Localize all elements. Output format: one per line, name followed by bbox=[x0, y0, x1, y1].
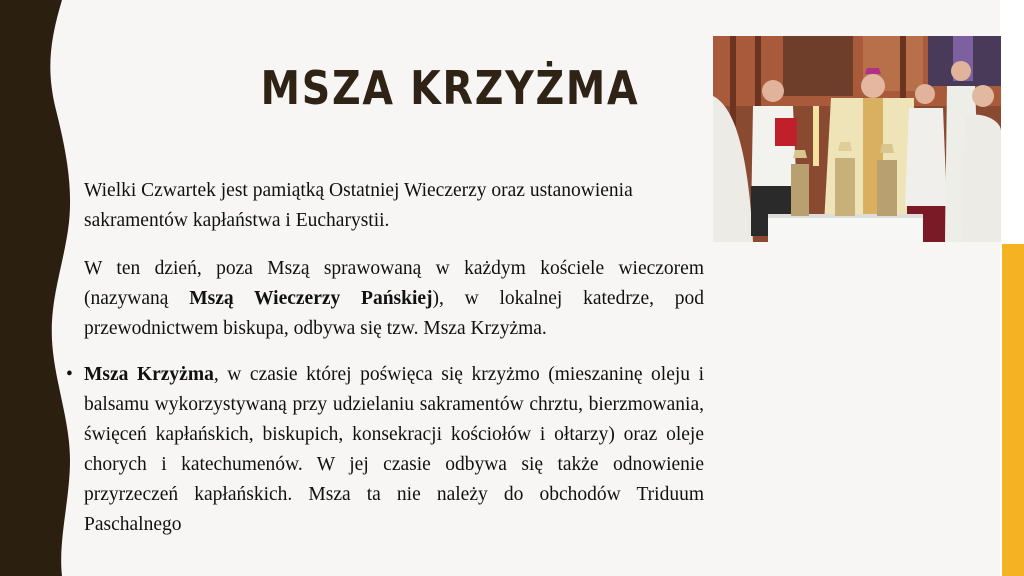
slide-title: MSZA KRZYŻMA bbox=[260, 61, 640, 115]
ceremony-photo bbox=[713, 36, 1001, 242]
bullet-text: Wielki Czwartek jest pamiątką Ostatniej Wieczerzy oraz ustanowienia sakramentów kapłaństwa i Eucharystii. bbox=[84, 180, 633, 231]
bullet-marker bbox=[66, 254, 73, 284]
bold-term: Msza Krzyżma bbox=[84, 364, 214, 385]
bullet-marker bbox=[66, 176, 73, 206]
bullet-text bbox=[84, 254, 704, 344]
bullet-marker: • bbox=[66, 364, 73, 385]
yellow-accent-bar bbox=[1002, 244, 1024, 576]
bullet-text-part: ), w lokalnej katedrze, pod przewodnictwem biskupa, odbywa się tzw. Msza Krzyżma. bbox=[84, 288, 705, 339]
bullet-text-part: W ten dzień, poza Mszą sprawowaną w każdym kościele wieczorem (nazywaną bbox=[84, 258, 704, 309]
bullet-text-part: , w czasie której poświęca się krzyżmo (mieszaninę oleju i balsamu wykorzystywaną przy udzielaniu sakramentów chrztu, bierzmowania, święceń kapłańskich, biskupich, konsekracji kościołów i ołtarzy) oraz oleje chorych i katechumenów. W jej czasie odbywa się także odnowienie przyrzeczeń kapłańskich. Msza ta nie należy do obchodów Triduum Paschalnego bbox=[84, 364, 704, 535]
bullet-point-3 bbox=[66, 360, 704, 540]
bold-term: Mszą Wieczerzy Pańskiej bbox=[189, 288, 433, 309]
bullet-point-1 bbox=[66, 176, 704, 236]
bullet-point-2 bbox=[66, 254, 704, 344]
bullet-text bbox=[84, 360, 704, 540]
